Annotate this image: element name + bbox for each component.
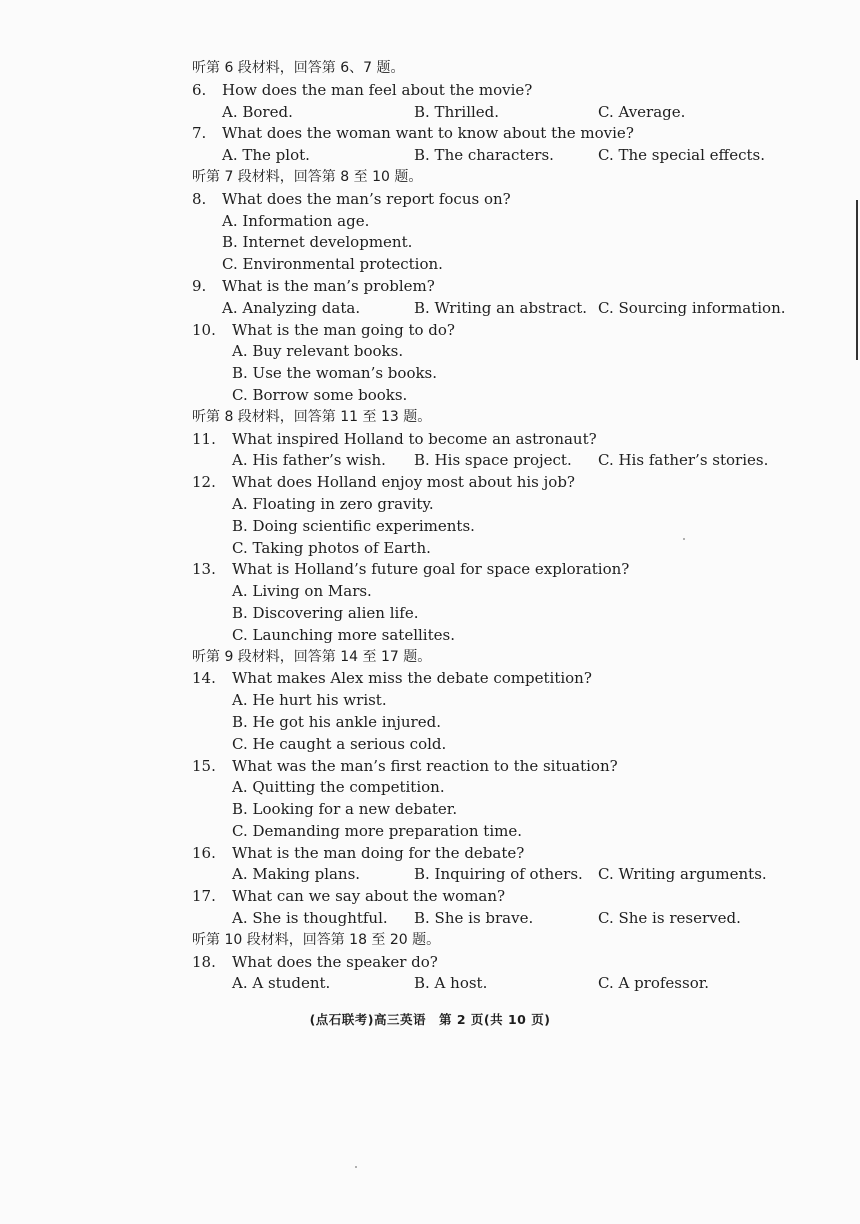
question-number: 17. <box>192 887 216 906</box>
question-number: 11. <box>192 429 216 448</box>
question-text: What does the man’s report focus on? <box>222 189 511 208</box>
question <box>192 886 812 908</box>
question-text: What is the man’s problem? <box>222 276 435 295</box>
section-heading: 听第 8 段材料，回答第 11 至 13 题。 <box>192 408 432 425</box>
question-text: What was the man’s first reaction to the situation? <box>232 756 618 775</box>
question <box>192 668 812 690</box>
options-row <box>192 973 812 995</box>
options-row <box>192 145 812 167</box>
option-c: C. A professor. <box>598 974 710 993</box>
option-a: A. Floating in zero gravity. <box>232 494 434 513</box>
question-text: How does the man feel about the movie? <box>222 80 533 99</box>
question-number: 9. <box>192 276 207 295</box>
option-b: B. Internet development. <box>222 233 413 252</box>
question-number: 16. <box>192 843 216 862</box>
section-heading: 听第 6 段材料，回答第 6、7 题。 <box>192 60 405 76</box>
question-text: What inspired Holland to become an astronaut? <box>232 429 597 448</box>
option-b: B. A host. <box>414 974 488 993</box>
option-c: C. Borrow some books. <box>232 385 408 404</box>
question-number: 8. <box>192 189 207 208</box>
question-number: 6. <box>192 80 207 99</box>
question-text: What does the speaker do? <box>232 952 438 971</box>
option-b: B. Thrilled. <box>414 102 500 121</box>
question <box>192 276 812 298</box>
option-c: C. She is reserved. <box>598 909 741 928</box>
option-a: A. Quitting the competition. <box>232 778 445 797</box>
section-heading: 听第 7 段材料，回答第 8 至 10 题。 <box>192 168 423 185</box>
option-b: B. Inquiring of others. <box>414 865 583 884</box>
option-c: C. Sourcing information. <box>598 298 786 317</box>
question-text: What can we say about the woman? <box>232 887 506 906</box>
option-a: A. Bored. <box>222 102 293 121</box>
option-a: A. Buy relevant books. <box>232 342 404 361</box>
option-a: A. His father’s wish. <box>232 451 386 470</box>
options-row <box>192 864 812 886</box>
options-row <box>192 298 812 320</box>
option-c: C. Writing arguments. <box>598 865 767 884</box>
option-b: B. His space project. <box>414 451 572 470</box>
section-heading: 听第 10 段材料，回答第 18 至 20 题。 <box>192 931 441 948</box>
question <box>192 559 812 581</box>
question <box>192 472 812 494</box>
question-number: 10. <box>192 320 216 339</box>
question <box>192 320 812 342</box>
option-a: A. Living on Mars. <box>232 582 372 601</box>
option-a: A. She is thoughtful. <box>232 909 388 928</box>
question <box>192 123 812 145</box>
option-c: C. Taking photos of Earth. <box>232 538 431 557</box>
option-b: B. He got his ankle injured. <box>232 712 441 731</box>
question-number: 7. <box>192 124 207 143</box>
question-text: What makes Alex miss the debate competition? <box>232 669 592 688</box>
option-c: C. He caught a serious cold. <box>232 734 447 753</box>
option-c: C. The special effects. <box>598 146 765 165</box>
question-number: 13. <box>192 560 216 579</box>
question-text: What does Holland enjoy most about his job? <box>232 473 575 492</box>
question-number: 12. <box>192 473 216 492</box>
listening-section <box>192 58 812 995</box>
question-text: What is the man doing for the debate? <box>232 843 525 862</box>
question <box>192 843 812 865</box>
option-c: C. Launching more satellites. <box>232 625 455 644</box>
options-row <box>192 908 812 930</box>
option-b: B. Discovering alien life. <box>232 603 419 622</box>
question-text: What does the woman want to know about the movie? <box>222 124 634 143</box>
option-a: A. Analyzing data. <box>222 298 361 317</box>
question <box>192 429 812 451</box>
section-heading: 听第 9 段材料，回答第 14 至 17 题。 <box>192 648 432 665</box>
option-a: A. The plot. <box>222 146 310 165</box>
question-text: What is Holland’s future goal for space exploration? <box>232 560 630 579</box>
question <box>192 80 812 102</box>
scan-speck <box>355 1166 357 1168</box>
question-number: 14. <box>192 669 216 688</box>
option-c: C. His father’s stories. <box>598 451 769 470</box>
option-a: A. He hurt his wrist. <box>232 691 387 710</box>
options-row <box>192 450 812 472</box>
option-a: A. A student. <box>232 974 331 993</box>
option-a: A. Information age. <box>222 211 370 230</box>
option-c: C. Demanding more preparation time. <box>232 821 522 840</box>
option-b: B. Use the woman’s books. <box>232 364 438 383</box>
scan-edge-mark <box>856 200 858 360</box>
option-b: B. Doing scientific experiments. <box>232 516 475 535</box>
page-footer: (点石联考)高三英语 第 2 页(共 10 页) <box>309 1012 551 1027</box>
question <box>192 756 812 778</box>
option-b: B. The characters. <box>414 146 554 165</box>
question <box>192 189 812 211</box>
question <box>192 952 812 974</box>
question-text: What is the man going to do? <box>232 320 455 339</box>
question-number: 18. <box>192 952 216 971</box>
option-b: B. She is brave. <box>414 909 534 928</box>
option-b: B. Writing an abstract. <box>414 298 588 317</box>
option-b: B. Looking for a new debater. <box>232 800 458 819</box>
option-c: C. Environmental protection. <box>222 255 443 274</box>
question-number: 15. <box>192 756 216 775</box>
option-c: C. Average. <box>598 102 686 121</box>
option-a: A. Making plans. <box>232 865 361 884</box>
scan-speck <box>683 538 685 540</box>
options-row <box>192 102 812 124</box>
